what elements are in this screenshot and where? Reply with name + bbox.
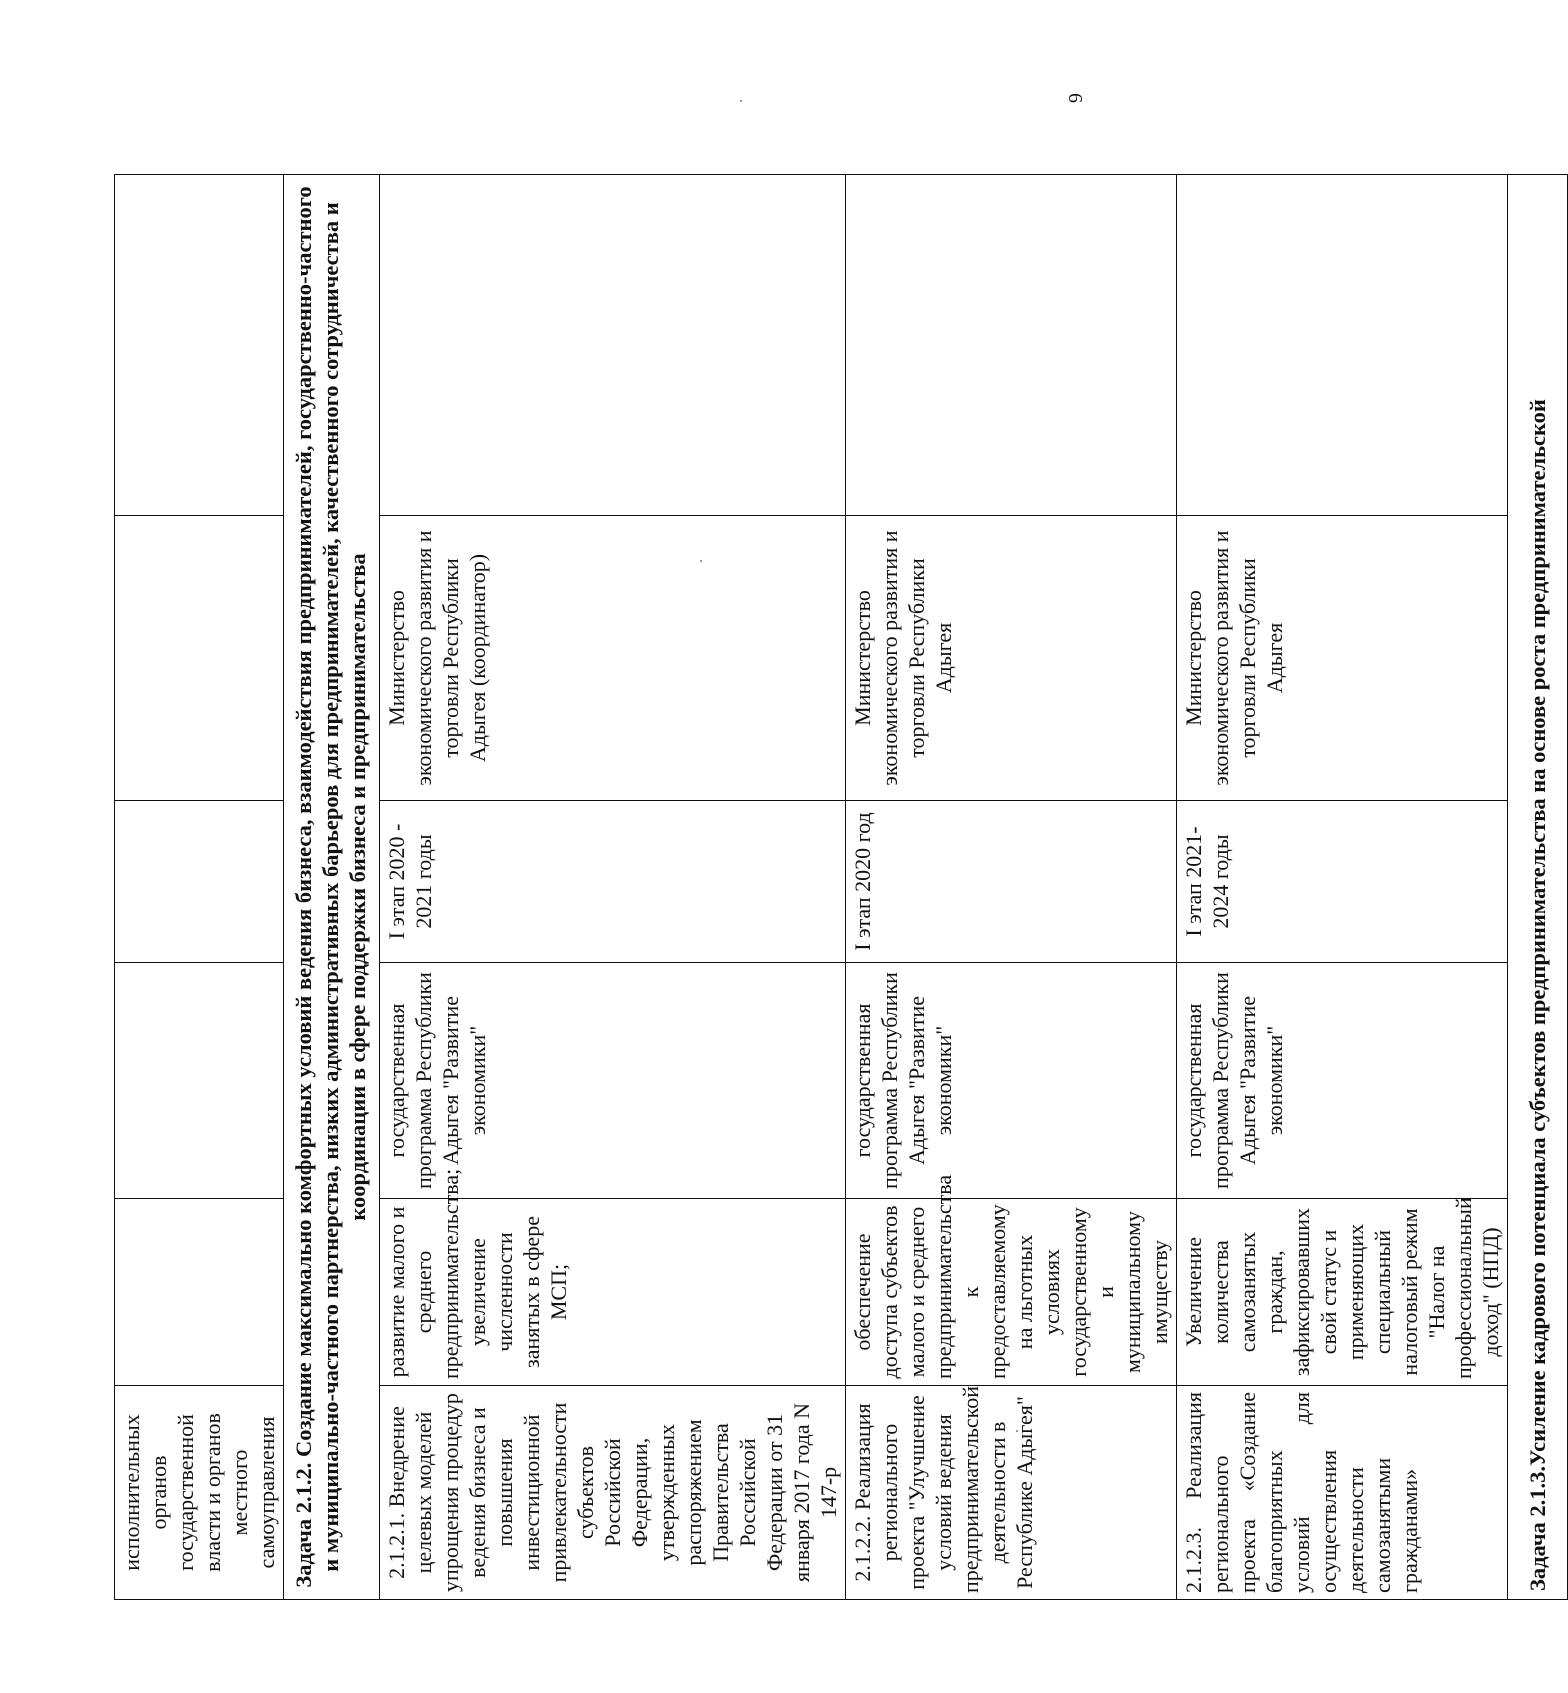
cell-extra-empty [1177, 175, 1508, 516]
table-row [1177, 175, 1508, 1600]
cell-measure: 2.1.2.2. Реализация регионального проекта "Улучшение условий ведения предпринимательской деятельности в Республике Адыгея" [846, 1386, 1177, 1600]
cell-extra-empty [380, 175, 846, 516]
cell-extra-empty [115, 175, 284, 516]
cell-result-empty [115, 1199, 284, 1386]
cell-program: государственная программа Республики Адыгея "Развитие экономики" [846, 963, 1177, 1199]
cell-program: государственная программа Республики Адыгея "Развитие экономики" [380, 963, 846, 1199]
cell-measure: 2.1.2.1. Внедрение целевых моделей упрощения процедур ведения бизнеса и повышения инвестиционной привлекательности субъектов Российской Федерации, утвержденных распоряжением Правительства Российской Федерации от 31 января 2017 года N 147-р [380, 1386, 846, 1600]
cell-executor: Министерство экономического развития и торговли Республики Адыгея (координатор) [380, 516, 846, 801]
cell-extra-empty [846, 175, 1177, 516]
cell-result: Увеличение количества самозанятых граждан, зафиксировавших свой статус и применяющих специальный налоговый режим "Налог на профессиональный доход" (НПД) [1177, 1199, 1508, 1386]
cell-program: государственная программа Республики Адыгея "Развитие экономики" [1177, 963, 1508, 1199]
cell-measure-continuation: исполнительных органов государственной власти и органов местного самоуправления [115, 1386, 284, 1600]
table-row [846, 175, 1177, 1600]
table-row [1508, 175, 1568, 1600]
task-heading-2-1-3: Задача 2.1.3.Усиление кадрового потенциала субъектов предпринимательства на основе роста предпринимательской [1508, 175, 1568, 1600]
cell-executor: Министерство экономического развития и торговли Республики Адыгея [1177, 516, 1508, 801]
measures-table [114, 174, 1568, 1600]
cell-program-empty [115, 963, 284, 1199]
cell-term-empty [115, 801, 284, 963]
cell-result: обеспечение доступа субъектов малого и среднего предпринимательства к предоставляемому на льготных условиях государственному и муниципальному имуществу [846, 1199, 1177, 1386]
table-row [284, 175, 380, 1600]
cell-measure: 2.1.2.3. Реализация регионального проекта «Создание благоприятных условий для осуществления деятельности самозанятыми гражданами» [1177, 1386, 1508, 1600]
rotated-table-container [114, 175, 1550, 1600]
cell-term: I этап 2020 - 2021 годы [380, 801, 846, 963]
cell-executor-empty [115, 516, 284, 801]
cell-result: развитие малого и среднего предпринимательства; увеличение численности занятых в сфере МСП; [380, 1199, 846, 1386]
task-heading-2-1-2: Задача 2.1.2. Создание максимально комфортных условий ведения бизнеса, взаимодействия предпринимателей, государственно-частного и муниципально-частного партнерства, низких административных барьеров для предпринимателей, качественного сотрудничества и координации в сфере поддержки бизнеса и предпринимательства [284, 175, 380, 1600]
cell-executor: Министерство экономического развития и торговли Республики Адыгея [846, 516, 1177, 801]
scan-speck [740, 100, 742, 102]
cell-term: I этап 2020 год [846, 801, 1177, 963]
table-row [380, 175, 846, 1600]
cell-term: I этап 2021- 2024 годы [1177, 801, 1508, 963]
page-number: 6 [1064, 93, 1086, 103]
table-row [115, 175, 284, 1600]
